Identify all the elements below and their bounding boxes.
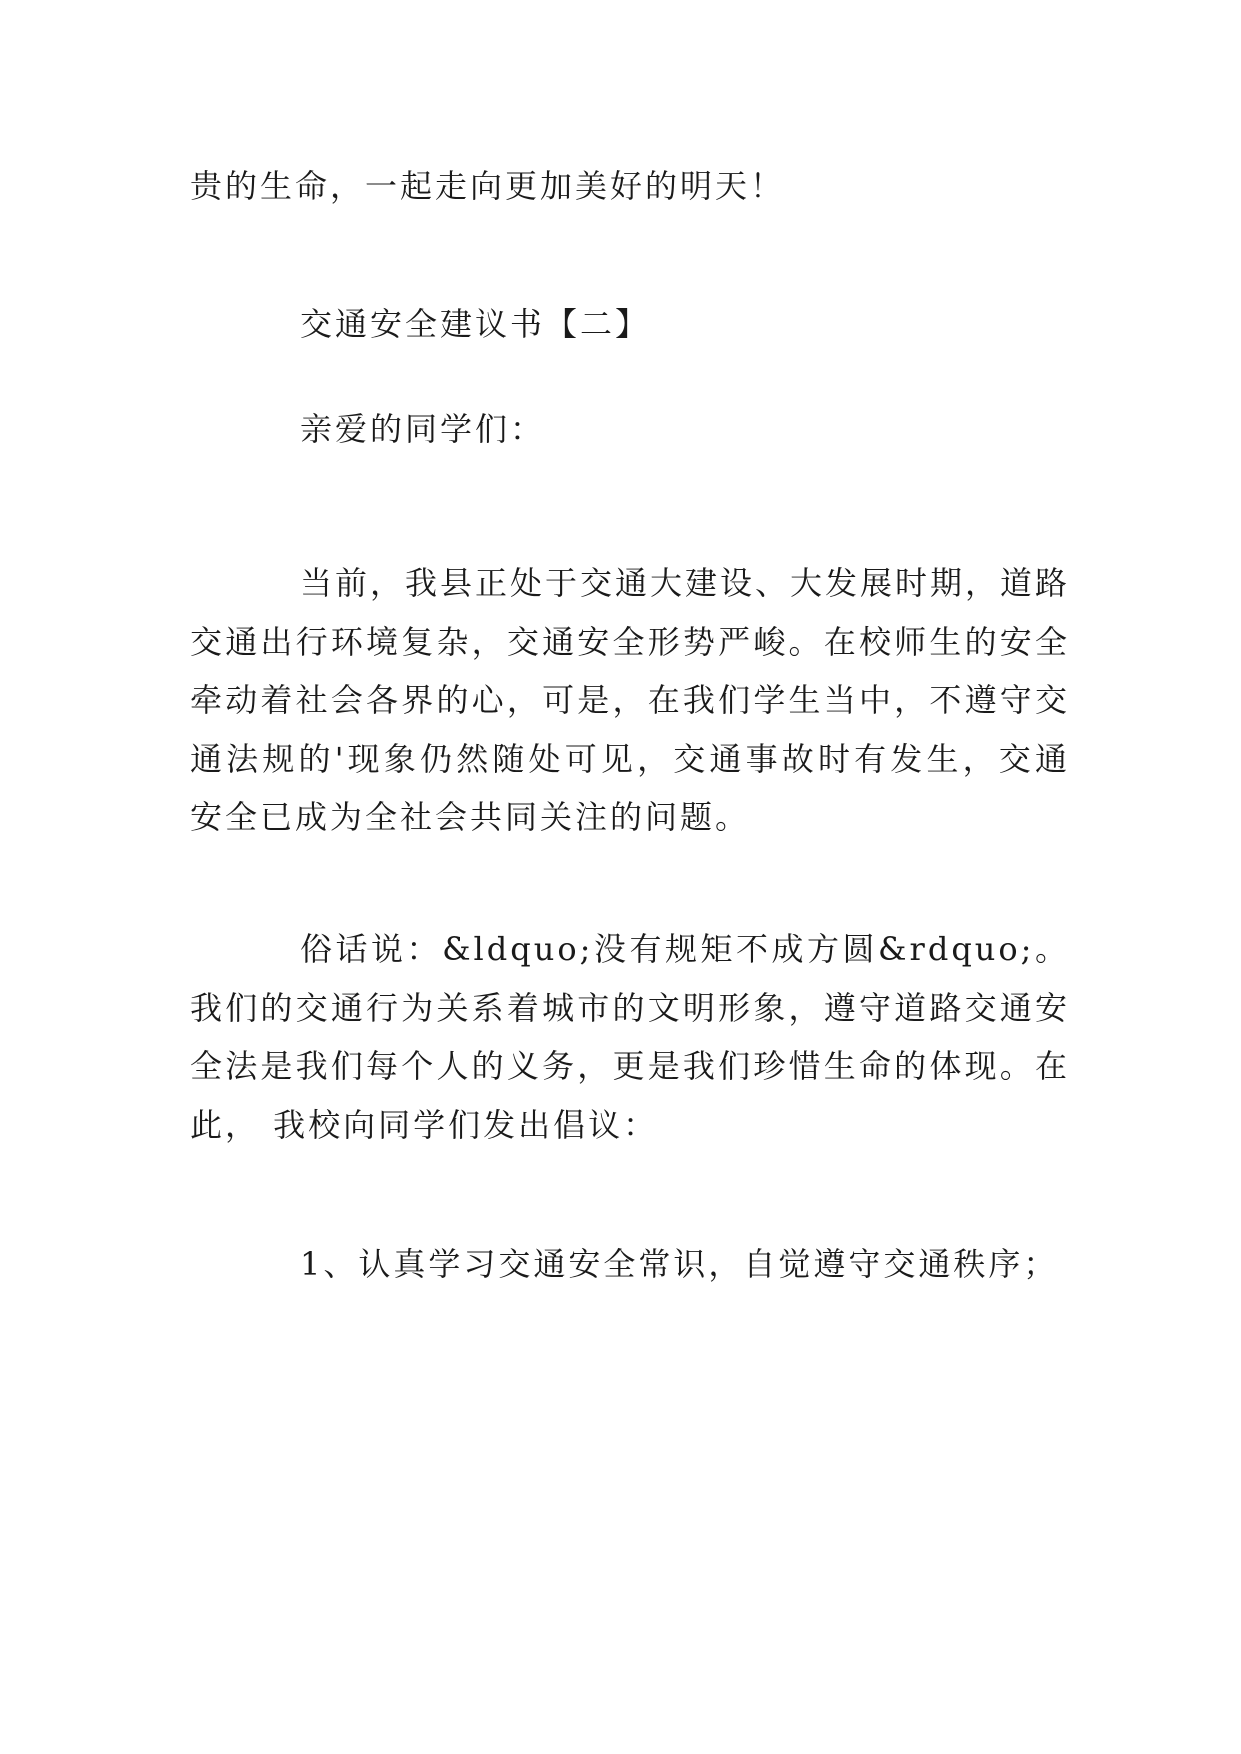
paragraph-current-situation: 当前，我县正处于交通大建设、大发展时期，道路交通出行环境复杂，交通安全形势严峻。在校师生的安全牵动着社会各界的心，可是，在我们学生当中，不遵守交通法规的'现象仍然随处可见，交通事故时有发生，交通安全已成为全社会共同关注的问题。 bbox=[190, 564, 1071, 836]
salutation: 亲爱的同学们： bbox=[300, 410, 546, 448]
list-item-1: 1、认真学习交通安全常识，自觉遵守交通秩序； bbox=[300, 1245, 1059, 1283]
document-title: 交通安全建议书【二】 bbox=[300, 305, 651, 343]
continuation-line: 贵的生命，一起走向更加美好的明天！ bbox=[190, 167, 786, 205]
paragraph-proverb-initiative: 俗话说：&ldquo;没有规矩不成方圆&rdquo;。我们的交通行为关系着城市的文明形象，遵守道路交通安全法是我们每个人的义务，更是我们珍惜生命的体现。在此， 我校向同学们发出倡议： bbox=[190, 930, 1070, 1144]
